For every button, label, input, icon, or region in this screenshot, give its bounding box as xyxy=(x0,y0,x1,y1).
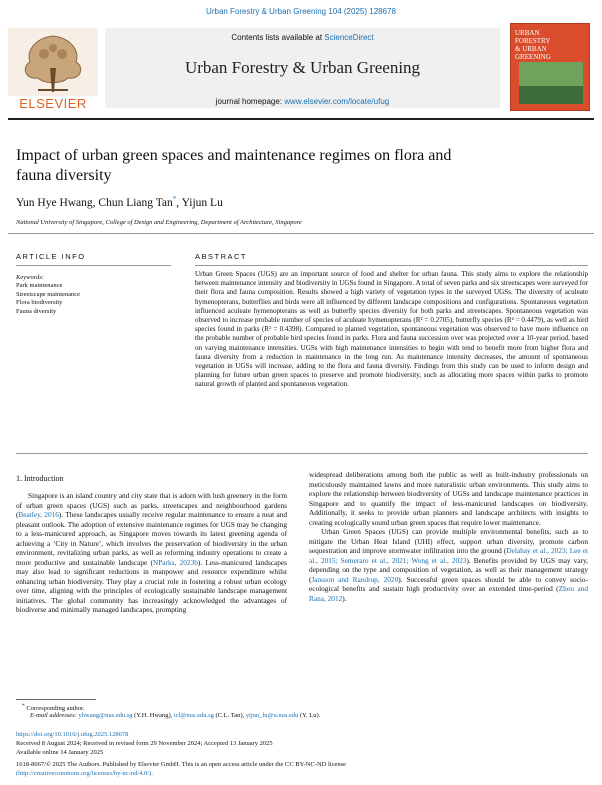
homepage-link[interactable]: www.elsevier.com/locate/ufug xyxy=(284,97,390,106)
received-dates: Received 8 August 2024; Received in revised form 29 November 2024; Accepted 13 January 2025 xyxy=(16,740,273,747)
divider xyxy=(16,453,588,454)
sciencedirect-link[interactable]: ScienceDirect xyxy=(324,33,374,42)
corresponding-author[interactable]: Chun Liang Tan xyxy=(98,196,173,209)
email-link[interactable]: tcl@nus.edu.sg xyxy=(173,712,214,719)
author-list: Yun Hye Hwang, Chun Liang Tan*, Yijun Lu xyxy=(16,195,223,209)
email-link[interactable]: yhwang@nus.edu.sg xyxy=(78,712,133,719)
footnote-corresponding: * Corresponding author. xyxy=(22,703,85,713)
license-link[interactable]: (http://creativecommons.org/licenses/by-nc-nd/4.0/) xyxy=(16,770,152,777)
copyright-notice: 1618-8667/© 2025 The Authors. Published by Elsevier GmbH. This is an open access article under the CC BY-NC-ND license (http://creativecommons.org/licenses/by-nc-nd/4.0/). xyxy=(16,761,347,777)
footnote-rule xyxy=(16,699,96,700)
keywords-label: Keywords: xyxy=(16,274,44,281)
contents-line: Contents lists available at ScienceDirect xyxy=(231,33,374,42)
journal-name: Urban Forestry & Urban Greening xyxy=(184,58,421,77)
header-rule xyxy=(8,118,594,120)
body-column-right xyxy=(309,470,588,603)
abstract-text: Urban Green Spaces (UGS) are an important source of food and shelter for urban fauna. This study aims to explore the relationship between maintenance intensity and biodiversity in UGSs found in Singapore. A total of seven parks and six streetscapes were surveyed for their flora and fauna composition. Results showed a high variety of vegetation types in the surveyed UGSs. The diversity of aculeate hymenopterans, butterflies and birds were all influenced by different landscape compositions and configurations. Spontaneous vegetation influenced aculeate hymenopterans as well as butterfly species diversity for both parks and streetscapes. Spontaneous vegetation was observed to increase probable number of species of aculeate hymenopterans (R² = 0.2705), butterfly species (R² = 0.4479), as well as bird species found in parks (R² = 0.4398). Compared to planted vegetation, spontaneous vegetation was observed to have more influence on the probable number of probable bird species found in parks. Flora and fauna succession over was projected over a 10-year period, based on varying maintenance intensities. UGSs with high maintenance intensities to begin with tend to benefit more from higher flora and fauna diversity from a reduction in maintenance in the long run. As maintenance intensity decreases, the amount of spontaneous vegetation in UGSs will increase, adding to the flora and fauna diversity. Findings from this study can be used to inform design and planning for future urban green spaces to preserve and promote biodiversity, such as allocating more spaces within parks to promote natural growth of planted and spontaneous vegetation. xyxy=(195,270,589,389)
paragraph: Urban Green Spaces (UGS) can provide multiple environmental benefits, such as to mitigate the Urban Heat Island (UHI) effect, support urban diversity, promote carbon sequestration and improve stormwater infiltration into the ground (Delahay et al., 2023; Lee et al., 2015; Semeraro et al., 2021; Wong et al., 2023). Benefits provided by UGS may vary, depending on the type and composition of vegetation, as well as their management strategy (Jansson and Randrup, 2020). Successful green spaces should be able to convey socio-ecological benefits and sustain high productivity over an extended time-period (Zhou and Rana, 2012). xyxy=(309,527,588,603)
section-heading-introduction: 1. Introduction xyxy=(16,474,64,483)
citation-link[interactable]: NParks, 2023b xyxy=(152,557,198,567)
keyword-item: Fauna diversity xyxy=(16,307,57,315)
citation-link[interactable]: Delahay et al., 2023; Lee et al., 2015; Semeraro et al., 2021; Wong et al., 2023 xyxy=(309,546,588,565)
body-column-left xyxy=(16,491,287,615)
cover-title: URBAN FORESTRY & URBAN GREENING xyxy=(515,29,551,61)
abstract-heading: ABSTRACT xyxy=(195,252,248,261)
citation-link[interactable]: Jansson and Randrup, 2020 xyxy=(311,574,399,584)
article-info-heading: ARTICLE INFO xyxy=(16,252,86,261)
cover-image-lower xyxy=(519,86,583,104)
divider xyxy=(8,233,594,234)
abstract-rule xyxy=(195,265,588,266)
citation-link[interactable]: Beatley, 2016 xyxy=(18,510,59,519)
elsevier-wordmark: ELSEVIER xyxy=(19,96,87,111)
running-header[interactable]: Urban Forestry & Urban Greening 104 (2025) 128678 xyxy=(206,7,396,16)
article-title: Impact of urban green spaces and maintenance regimes on flora and fauna diversity xyxy=(16,147,452,184)
article-info-rule xyxy=(16,265,171,266)
keywords-block xyxy=(16,274,80,316)
doi-link[interactable]: https://doi.org/10.1016/j.ufug.2025.128678 xyxy=(16,731,129,738)
paragraph: widespread deliberations among both the public as well as built-industry professionals on meticulously maintained lawns and more naturalistic urban environments. This study aims to explore the relationship between biodiversity of UGSs and landscape maintenance practices in Singapore and to quantify the impact of less-manicured landscapes on biodiversity. Additionally, it seeks to provide urban planners and landscape architects with insights to creating ecologically sound urban green spaces that require lower maintenance. xyxy=(309,470,588,527)
affiliation: National University of Singapore, College of Design and Engineering, Department of Architecture, Singapore xyxy=(16,219,302,226)
journal-homepage: journal homepage: www.elsevier.com/locate/ufug xyxy=(215,97,390,106)
corresponding-mark[interactable]: * xyxy=(172,195,177,203)
keyword-item: Flora biodiversity xyxy=(16,299,63,307)
available-date: Available online 14 January 2025 xyxy=(16,749,104,756)
paragraph: Singapore is an island country and city state that is adorn with lush greenery in the form of urban green spaces (UGS) such as parks, streetscapes and neighbourhood gardens (Beatley, 2016). These landscapes usually receive regular maintenance to ensure a neat and pleasant outlook. The adoption of extensive maintenance regimes for UGS may be changing to a less-manicured approach, as Singapore moves towards its latest greening agenda of achieving a ‘City in Nature’, which involves the preservation of biodiversity in the urban environment, revitalizing urban parks, as well as reforming industry operations to create a more productive and sustainable landscape (NParks, 2023b). Less-manicured landscapes may also lead to significant reductions in manpower and resource expenditure whilst enhancing urban biodiversity. They play a crucial role in fostering a robust urban ecology over time, aligning with the principles of ecologically sustainable landscape management initiatives. The global community has increasingly acknowledged the advantages of biodiverse and minimally managed landscapes, prompting xyxy=(16,491,287,614)
journal-cover-thumbnail xyxy=(510,23,590,111)
keyword-item: Streetscape maintenance xyxy=(16,290,81,298)
footnote-emails: E-mail addresses: yhwang@nus.edu.sg (Y.H. Hwang), tcl@nus.edu.sg (C.L. Tan), yijun_lu@u.nus.edu (Y. Lu). xyxy=(30,712,321,719)
citation-link[interactable]: Zhou and Rana, 2012 xyxy=(309,584,588,603)
keyword-item: Park maintenance xyxy=(16,282,63,290)
email-link[interactable]: yijun_lu@u.nus.edu xyxy=(245,712,299,719)
